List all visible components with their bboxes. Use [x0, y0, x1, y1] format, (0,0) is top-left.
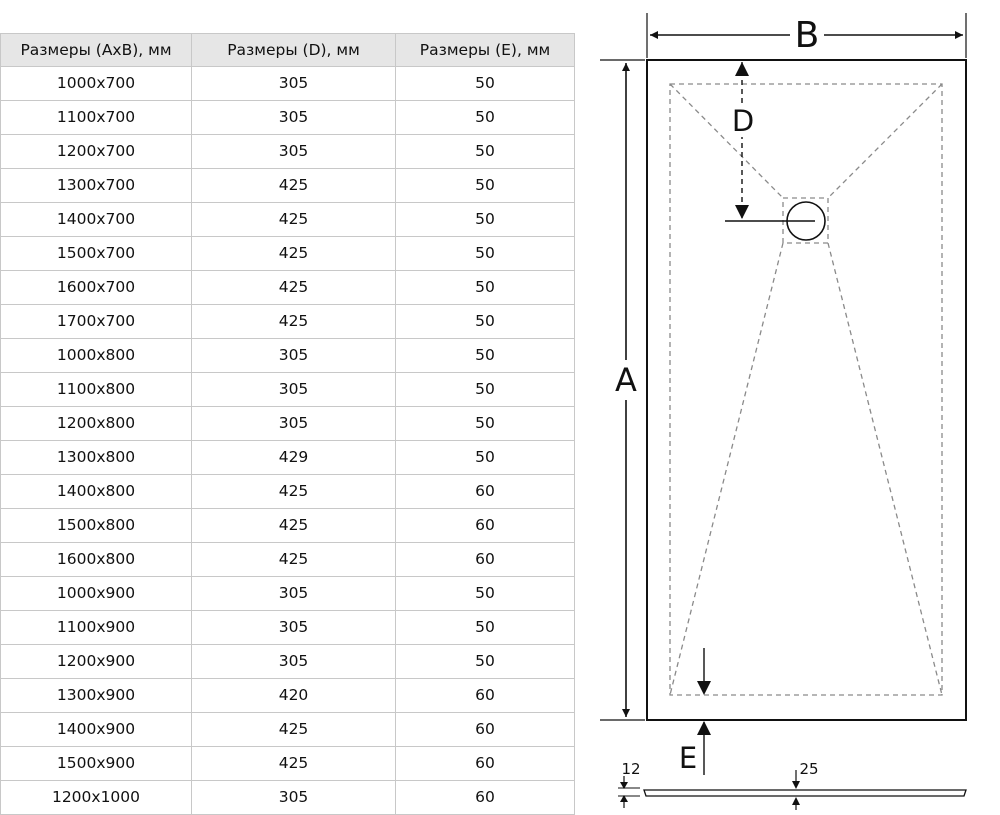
table-row: [1, 509, 575, 543]
cell-size-axb: 1200x800: [1, 407, 192, 441]
cell-size-e: 60: [396, 679, 575, 713]
table-row: [1, 373, 575, 407]
label-e: E: [678, 741, 698, 775]
cell-size-d: 425: [192, 475, 396, 509]
header-size-e: Размеры (Е), мм: [396, 34, 575, 67]
table-body: [1, 67, 575, 815]
cell-size-d: 425: [192, 713, 396, 747]
cell-size-d: 305: [192, 407, 396, 441]
table-row: [1, 441, 575, 475]
cell-size-e: 50: [396, 271, 575, 305]
table-row: [1, 577, 575, 611]
cell-size-axb: 1300x700: [1, 169, 192, 203]
cell-size-axb: 1200x700: [1, 135, 192, 169]
table-row: [1, 271, 575, 305]
table-row: [1, 339, 575, 373]
table-row: [1, 169, 575, 203]
cell-size-d: 425: [192, 509, 396, 543]
cell-size-axb: 1600x700: [1, 271, 192, 305]
cell-size-e: 60: [396, 781, 575, 815]
cell-size-e: 50: [396, 339, 575, 373]
cell-size-axb: 1200x1000: [1, 781, 192, 815]
table-row: [1, 543, 575, 577]
header-size-d: Размеры (D), мм: [192, 34, 396, 67]
dimension-e: [697, 648, 711, 775]
cell-size-d: 305: [192, 781, 396, 815]
cell-size-axb: 1500x800: [1, 509, 192, 543]
table-row: [1, 611, 575, 645]
label-a: A: [615, 361, 637, 399]
cell-size-axb: 1200x900: [1, 645, 192, 679]
cell-size-e: 50: [396, 441, 575, 475]
cell-size-axb: 1600x800: [1, 543, 192, 577]
cell-size-e: 50: [396, 135, 575, 169]
cell-size-axb: 1100x900: [1, 611, 192, 645]
label-d: D: [731, 104, 755, 138]
cell-size-d: 305: [192, 67, 396, 101]
table-header-row: [1, 34, 575, 67]
cell-size-e: 50: [396, 203, 575, 237]
cell-size-e: 50: [396, 577, 575, 611]
cell-size-axb: 1000x800: [1, 339, 192, 373]
thickness-label-right: 25: [799, 760, 819, 778]
cell-size-d: 305: [192, 101, 396, 135]
cell-size-e: 60: [396, 713, 575, 747]
cell-size-axb: 1400x900: [1, 713, 192, 747]
cell-size-e: 50: [396, 645, 575, 679]
cell-size-axb: 1400x800: [1, 475, 192, 509]
cell-size-e: 60: [396, 747, 575, 781]
cell-size-d: 305: [192, 339, 396, 373]
cell-size-axb: 1300x800: [1, 441, 192, 475]
cell-size-d: 420: [192, 679, 396, 713]
tray-outline: [647, 60, 966, 720]
header-size-axb: Размеры (АхВ), мм: [1, 34, 192, 67]
cell-size-d: 425: [192, 203, 396, 237]
dimension-d: [725, 62, 815, 221]
cell-size-d: 305: [192, 577, 396, 611]
cell-size-d: 305: [192, 645, 396, 679]
cell-size-d: 425: [192, 747, 396, 781]
thickness-label-left: 12: [621, 760, 641, 778]
table-row: [1, 407, 575, 441]
cell-size-e: 50: [396, 101, 575, 135]
cell-size-axb: 1000x900: [1, 577, 192, 611]
cell-size-d: 425: [192, 305, 396, 339]
table-row: [1, 203, 575, 237]
cell-size-e: 50: [396, 67, 575, 101]
cell-size-axb: 1500x900: [1, 747, 192, 781]
table-row: [1, 713, 575, 747]
cell-size-e: 50: [396, 237, 575, 271]
label-b: B: [794, 15, 820, 56]
cell-size-d: 425: [192, 543, 396, 577]
table-row: [1, 645, 575, 679]
table-row: [1, 781, 575, 815]
cell-size-e: 60: [396, 543, 575, 577]
cell-size-e: 60: [396, 475, 575, 509]
cell-size-d: 305: [192, 611, 396, 645]
table-row: [1, 747, 575, 781]
cell-size-d: 425: [192, 271, 396, 305]
cell-size-d: 425: [192, 237, 396, 271]
table-row: [1, 237, 575, 271]
cell-size-axb: 1100x700: [1, 101, 192, 135]
tray-profile: [618, 770, 966, 810]
cell-size-axb: 1400x700: [1, 203, 192, 237]
cell-size-e: 50: [396, 169, 575, 203]
sizes-table: [0, 33, 575, 815]
cell-size-d: 425: [192, 169, 396, 203]
cell-size-axb: 1100x800: [1, 373, 192, 407]
cell-size-d: 305: [192, 135, 396, 169]
table-row: [1, 67, 575, 101]
cell-size-e: 60: [396, 509, 575, 543]
cell-size-e: 50: [396, 373, 575, 407]
table-row: [1, 475, 575, 509]
table-row: [1, 679, 575, 713]
cell-size-d: 429: [192, 441, 396, 475]
shower-tray-drawing: [590, 0, 1000, 814]
cell-size-e: 50: [396, 305, 575, 339]
cell-size-axb: 1500x700: [1, 237, 192, 271]
cell-size-d: 305: [192, 373, 396, 407]
cell-size-axb: 1700x700: [1, 305, 192, 339]
table-row: [1, 101, 575, 135]
cell-size-e: 50: [396, 407, 575, 441]
table-row: [1, 305, 575, 339]
cell-size-e: 50: [396, 611, 575, 645]
slope-lines: [670, 84, 942, 695]
table-row: [1, 135, 575, 169]
sizes-table-container: [0, 33, 574, 815]
cell-size-axb: 1000x700: [1, 67, 192, 101]
cell-size-axb: 1300x900: [1, 679, 192, 713]
